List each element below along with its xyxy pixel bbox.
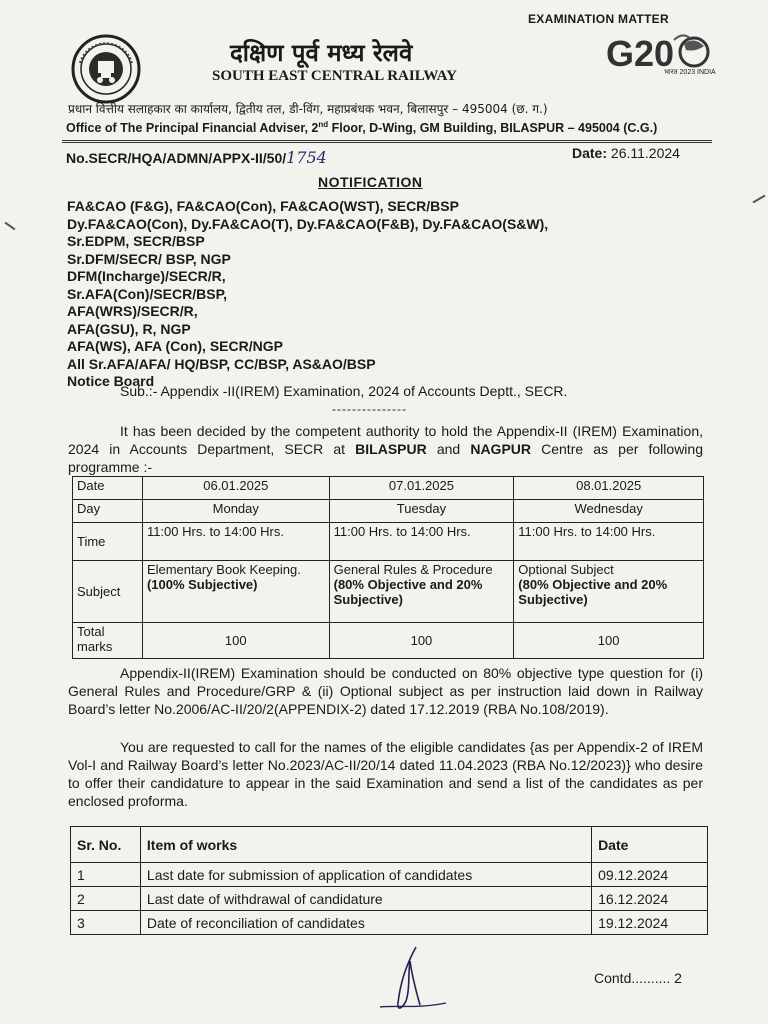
- table-cell: 100: [142, 623, 329, 659]
- table-cell: 07.01.2025: [329, 477, 514, 500]
- table-cell: 08.01.2025: [514, 477, 704, 500]
- table-cell: 100: [329, 623, 514, 659]
- exam-schedule-table: [72, 476, 704, 659]
- table-cell: Tuesday: [329, 500, 514, 523]
- column-header: Date: [592, 827, 708, 863]
- separator: ---------------: [332, 402, 407, 416]
- paragraph-programme: It has been decided by the competent authority to hold the Appendix-II (IREM) Examination, 2024 in Accounts Department, SECR at BILASPUR and NAGPUR Centre as per following programme :-: [68, 423, 703, 475]
- table-cell: 19.12.2024: [592, 911, 708, 935]
- continued-note: Contd.......... 2: [594, 970, 682, 986]
- row-label: Day: [73, 500, 143, 523]
- signature: [376, 945, 456, 1015]
- subject-line: Sub.:- Appendix -II(IREM) Examination, 2024 of Accounts Deptt., SECR.: [120, 383, 568, 399]
- table-row: [71, 887, 708, 911]
- addressee-line: AFA(GSU), R, NGP: [67, 320, 191, 337]
- handwritten-number: 1754: [286, 148, 327, 167]
- examination-matter-stamp: EXAMINATION MATTER: [528, 12, 669, 26]
- column-header: Sr. No.: [71, 827, 141, 863]
- organisation-title: SOUTH EAST CENTRAL RAILWAY: [212, 68, 457, 84]
- row-label: Total marks: [73, 623, 143, 659]
- addressee-line: AFA(WRS)/SECR/R,: [67, 303, 198, 319]
- table-cell: Last date for submission of application of candidates: [140, 863, 591, 887]
- paragraph-request: You are requested to call for the names of the eligible candidates {as per Appendix-2 of IREM Vol-I and Railway Board’s letter No.2023/AC-II/20/14 dated 11.04.2023 (RBA No.12/2023)} who desire to offer their candidature to appear in the said Examination and send a list of the candidates as per enclosed proforma.: [68, 739, 703, 809]
- table-cell: 100: [514, 623, 704, 659]
- table-row: [73, 523, 704, 561]
- table-cell: General Rules & Procedure (80% Objective and 20% Subjective): [329, 561, 514, 623]
- table-row: [73, 623, 704, 659]
- table-cell: 11:00 Hrs. to 14:00 Hrs.: [514, 523, 704, 561]
- row-label: Date: [73, 477, 143, 500]
- letter-date: Date: 26.11.2024: [572, 145, 680, 161]
- hindi-office-address: प्रधान वित्तीय सलाहकार का कार्यालय, द्वितीय तल, डी-विंग, महाप्रबंधक भवन, बिलासपुर – 495004 (छ. ग.): [68, 102, 548, 116]
- addressee-line: FA&CAO (F&G), FA&CAO(Con), FA&CAO(WST), SECR/BSP: [67, 198, 459, 214]
- column-header: Item of works: [140, 827, 591, 863]
- addressee-line: All Sr.AFA/AFA/ HQ/BSP, CC/BSP, AS&AO/BSP: [67, 355, 376, 372]
- table-row: [71, 911, 708, 935]
- table-row: [71, 863, 708, 887]
- addressee-line: AFA(WS), AFA (Con), SECR/NGP: [67, 338, 283, 354]
- table-cell: 3: [71, 911, 141, 935]
- table-cell: 2: [71, 887, 141, 911]
- hindi-organisation-title: दक्षिण पूर्व मध्य रेलवे: [230, 39, 413, 67]
- addressee-line: Notice Board: [67, 373, 155, 389]
- table-cell: Wednesday: [514, 500, 704, 523]
- table-cell: Last date of withdrawal of candidature: [140, 887, 591, 911]
- svg-text:G20: G20: [606, 33, 675, 74]
- table-cell: Optional Subject (80% Objective and 20% Subjective): [514, 561, 704, 623]
- header-divider-secondary: [62, 142, 712, 143]
- table-header-row: [71, 827, 708, 863]
- addressee-line: Sr.EDPM, SECR/BSP: [67, 233, 205, 249]
- table-row: [73, 500, 704, 523]
- row-label: Subject: [73, 561, 143, 623]
- table-cell: 16.12.2024: [592, 887, 708, 911]
- paragraph-objective: Appendix-II(IREM) Examination should be conducted on 80% objective type question for (i) General Rules and Procedure/GRP & (ii) Optional subject as per instruction laid down in Railway Board’s letter No.2006/AC-II/20/2(APPENDIX-2) dated 17.12.2019 (RBA No.108/2019).: [68, 665, 703, 717]
- reference-number: No.SECR/HQA/ADMN/APPX-II/50/1754: [66, 148, 327, 167]
- header-divider: [62, 140, 712, 141]
- addressee-line: DFM(Incharge)/SECR/R,: [67, 268, 226, 284]
- table-cell: 11:00 Hrs. to 14:00 Hrs.: [329, 523, 514, 561]
- table-cell: 11:00 Hrs. to 14:00 Hrs.: [142, 523, 329, 561]
- table-cell: Date of reconciliation of candidates: [140, 911, 591, 935]
- table-cell: 09.12.2024: [592, 863, 708, 887]
- table-row: [73, 561, 704, 623]
- indian-railways-logo: [70, 33, 142, 105]
- works-schedule-table: [70, 826, 708, 935]
- table-row: [73, 477, 704, 500]
- scan-mark: [752, 195, 765, 204]
- table-cell: Elementary Book Keeping. (100% Subjective): [142, 561, 329, 623]
- addressee-line: Sr.AFA(Con)/SECR/BSP,: [67, 285, 227, 302]
- notification-title: NOTIFICATION: [318, 174, 423, 190]
- addressee-line: Dy.FA&CAO(Con), Dy.FA&CAO(T), Dy.FA&CAO(F&B), Dy.FA&CAO(S&W),: [67, 215, 549, 232]
- table-cell: 06.01.2025: [142, 477, 329, 500]
- table-cell: 1: [71, 863, 141, 887]
- addressee-list: [67, 198, 548, 391]
- addressee-line: Sr.DFM/SECR/ BSP, NGP: [67, 250, 231, 267]
- table-cell: Monday: [142, 500, 329, 523]
- office-address: Office of The Principal Financial Adviser, 2nd Floor, D-Wing, GM Building, BILASPUR – 495004 (C.G.): [66, 120, 658, 136]
- g20-subtitle: भारत 2023 INDIA: [664, 69, 716, 76]
- scan-mark: [5, 222, 16, 231]
- row-label: Time: [73, 523, 143, 561]
